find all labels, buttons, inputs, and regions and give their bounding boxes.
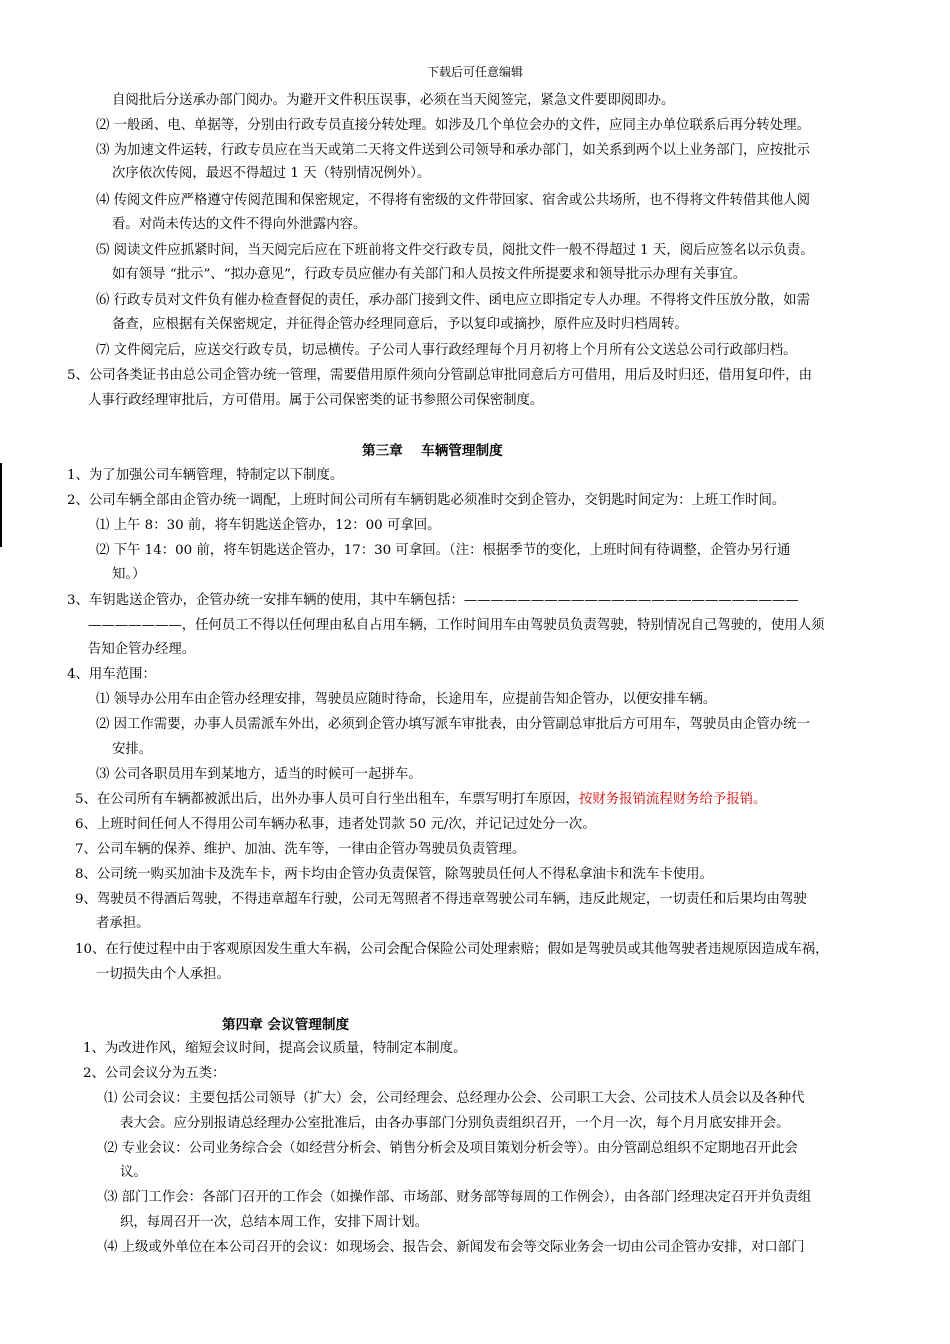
numbered-paragraph: 1、为改进作风，缩短会议时间，提高会议质量，特制定本制度。 (83, 1041, 467, 1056)
list-item: ⑸ 阅读文件应抓紧时间，当天阅完后应在下班前将文件交行政专员，阅批文件一般不得超过 1 天，阅后应签名以示负责。 (96, 243, 814, 258)
list-item-continuation: 织，每周召开一次，总结本周工作，安排下周计划。 (120, 1215, 428, 1230)
list-item-continuation: 安排。 (112, 742, 153, 757)
chapter-title: 第三章 车辆管理制度 (362, 443, 503, 459)
paragraph-continuation: 告知企管办经理。 (88, 642, 196, 657)
list-item-continuation: 看。对尚未传达的文件不得向外泄露内容。 (112, 217, 367, 232)
paragraph-continuation: 者承担。 (96, 916, 150, 931)
list-item: ⑵ 下午 14：00 前，将车钥匙送企管办，17：30 可拿回。（注：根据季节的变化，上班时间有待调整，企管办另行通 (96, 543, 791, 558)
list-item: ⑷ 上级或外单位在本公司召开的会议：如现场会、报告会、新闻发布会等交际业务会一切由公司企管办安排，对口部门 (104, 1240, 805, 1255)
list-item: ⑵ 一般函、电、单据等，分别由行政专员直接分转处理。如涉及几个单位会办的文件，应同主办单位联系后再分转处理。 (96, 118, 810, 133)
paragraph-continuation: 一切损失由个人承担。 (96, 967, 230, 982)
list-item-continuation: 备查，应根据有关保密规定，并征得企管办经理同意后，予以复印或摘抄，原件应及时归档周转。 (112, 317, 688, 332)
numbered-paragraph: 9、驾驶员不得酒后驾驶，不得违章超车行驶，公司无驾照者不得违章驾驶公司车辆，违反此规定，一切责任和后果均由驾驶 (75, 892, 807, 907)
margin-marker (0, 463, 2, 547)
list-item: ⑷ 传阅文件应严格遵守传阅范围和保密规定，不得将有密级的文件带回家、宿舍或公共场所，也不得将文件转借其他人阅 (96, 193, 810, 208)
list-item: ⑹ 行政专员对文件负有催办检查督促的责任，承办部门接到文件、函电应立即指定专人办理。不得将文件压放分散，如需 (96, 293, 810, 308)
list-item-continuation: 知。） (112, 567, 146, 582)
list-item: ⑶ 公司各职员用车到某地方，适当的时候可一起拼车。 (96, 767, 422, 782)
list-item: ⑴ 领导办公用车由企管办经理安排，驾驶员应随时待命，长途用车，应提前告知企管办，以便安排车辆。 (96, 692, 717, 707)
numbered-paragraph (75, 791, 766, 809)
list-item: ⑵ 因工作需要，办事人员需派车外出，必须到企管办填写派车审批表，由分管副总审批后方可用车，驾驶员由企管办统一 (96, 717, 810, 732)
list-item: ⑵ 专业会议：公司业务综合会（如经营分析会、销售分析会及项目策划分析会等）。由分管副总组织不定期地召开此会 (104, 1141, 798, 1156)
numbered-paragraph: 2、公司车辆全部由企管办统一调配，上班时间公司所有车辆钥匙必须准时交到企管办，交钥匙时间定为：上班工作时间。 (67, 493, 786, 508)
list-item-continuation: 表大会。应分别报请总经理办公室批准后，由各办事部门分别负责组织召开，一个月一次，每个月月底安排开会。 (120, 1116, 790, 1131)
numbered-paragraph: 8、公司统一购买加油卡及洗车卡，两卡均由企管办负责保管，除驾驶员任何人不得私拿油卡和洗车卡使用。 (75, 867, 713, 882)
list-item-continuation: 次序依次传阅，最迟不得超过 1 天（特别情况例外）。 (112, 166, 431, 181)
page-header: 下载后可任意编辑 (426, 65, 523, 79)
paragraph-text: 5、在公司所有车辆都被派出后，出外办事人员可自行坐出租车，车票写明打车原因， (75, 792, 579, 807)
paragraph-continuation: ———————，任何员工不得以任何理由私自占用车辆，工作时间用车由驾驶员负责驾驶，特别情况自己驾驶的，使用人须 (88, 618, 825, 633)
list-item: ⑶ 部门工作会：各部门召开的工作会（如操作部、市场部、财务部等每周的工作例会），由各部门经理决定召开并负责组 (104, 1190, 812, 1205)
numbered-paragraph: 7、公司车辆的保养、维护、加油、洗车等，一律由企管办驾驶员负责管理。 (75, 842, 526, 857)
list-item: ⑺ 文件阅完后，应送交行政专员，切忌横传。子公司人事行政经理每个月月初将上个月所有公文送总公司行政部归档。 (96, 343, 797, 358)
paragraph-line: 自阅批后分送承办部门阅办。为避开文件积压误事，必须在当天阅签完，紧急文件要即阅即办。 (112, 93, 675, 108)
list-item-continuation: 议。 (120, 1165, 147, 1180)
paragraph-continuation: 人事行政经理审批后，方可借用。属于公司保密类的证书参照公司保密制度。 (88, 393, 544, 408)
list-item: ⑴ 公司会议：主要包括公司领导（扩大）会，公司经理会、总经理办公会、公司职工大会、公司技术人员会以及各种代 (104, 1091, 805, 1106)
list-item-continuation: 如有领导 “批示”、“拟办意见”，行政专员应催办有关部门和人员按文件所提要求和领导批示办理有关事宜。 (112, 267, 747, 282)
highlighted-text: 按财务报销流程财务给予报销。 (578, 792, 767, 807)
numbered-paragraph: 10、在行使过程中由于客观原因发生重大车祸，公司会配合保险公司处理索赔；假如是驾驶员或其他驾驶者违规原因造成车祸， (75, 942, 829, 957)
numbered-paragraph: 1、为了加强公司车辆管理，特制定以下制度。 (67, 468, 344, 483)
list-item: ⑴ 上午 8：30 前，将车钥匙送企管办，12：00 可拿回。 (96, 518, 441, 533)
numbered-paragraph: 6、上班时间任何人不得用公司车辆办私事，违者处罚款 50 元/次，并记记过处分一次。 (75, 817, 596, 832)
chapter-title: 第四章 会议管理制度 (222, 1017, 350, 1033)
list-item: ⑶ 为加速文件运转，行政专员应在当天或第二天将文件送到公司领导和承办部门，如关系到两个以上业务部门，应按批示 (96, 143, 810, 158)
numbered-paragraph: 2、公司会议分为五类： (83, 1066, 226, 1081)
numbered-paragraph: 3、车钥匙送企管办，企管办统一安排车辆的使用，其中车辆包括：————————————————————————— (67, 593, 799, 608)
numbered-paragraph: 4、用车范围： (67, 667, 156, 682)
numbered-paragraph: 5、公司各类证书由总公司企管办统一管理，需要借用原件须向分管副总审批同意后方可借用，用后及时归还，借用复印件，由 (67, 368, 812, 383)
